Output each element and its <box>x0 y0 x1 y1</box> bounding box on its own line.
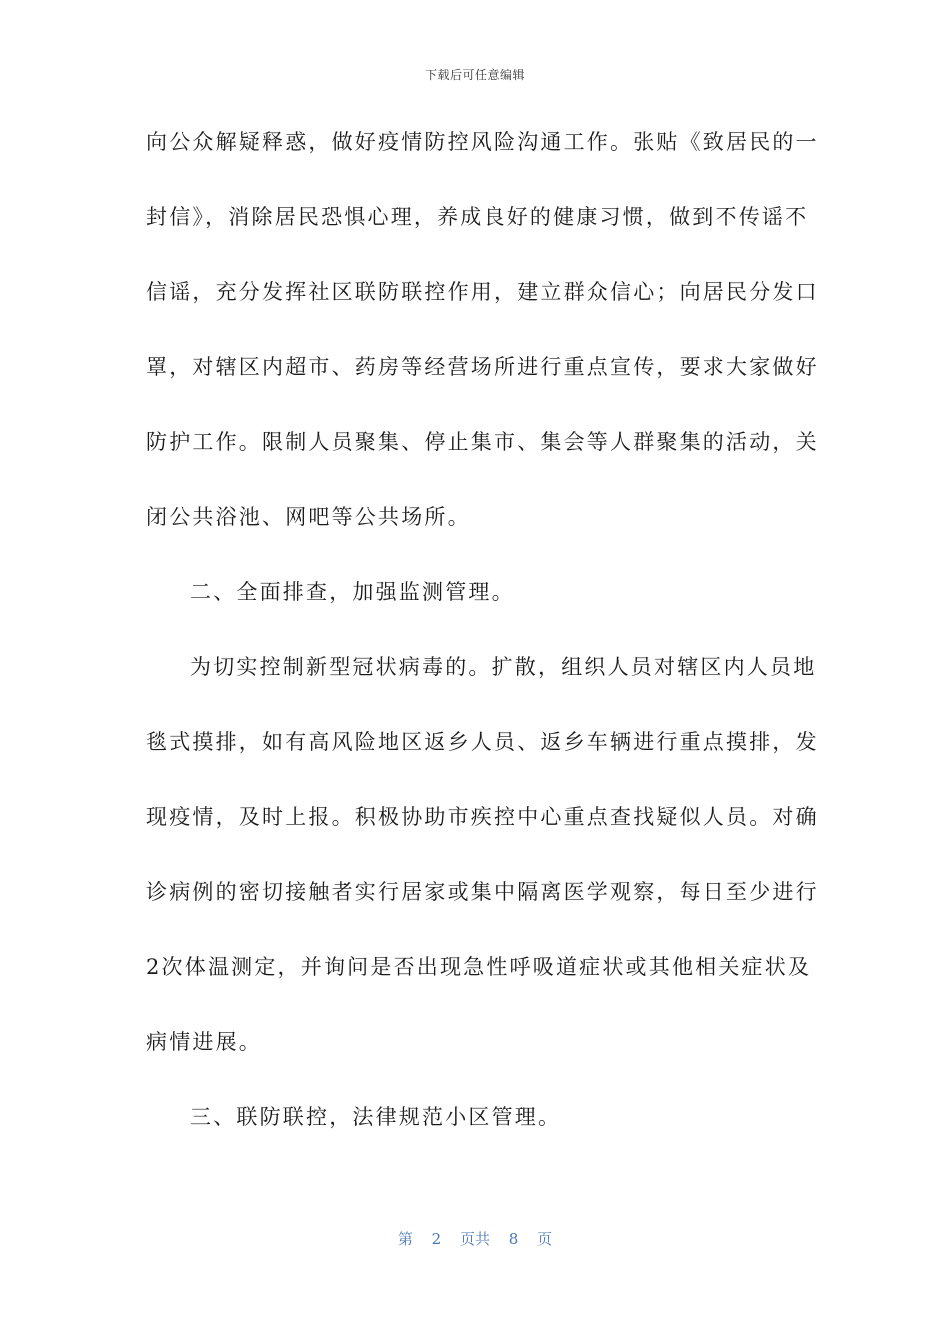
paragraph-line: 病情进展。 <box>146 1030 262 1054</box>
paragraph-line: 2次体温测定，并询问是否出现急性呼吸道症状或其他相关症状及 <box>146 955 812 979</box>
paragraph-line: 向公众解疑释惑，做好疫情防控风险沟通工作。张贴《致居民的一 <box>146 130 819 154</box>
paragraph-line: 为切实控制新型冠状病毒的。扩散，组织人员对辖区内人员地 <box>190 655 817 679</box>
paragraph-line: 罩，对辖区内超市、药房等经营场所进行重点宣传，要求大家做好 <box>146 355 819 379</box>
paragraph-line: 闭公共浴池、网吧等公共场所。 <box>146 505 471 529</box>
page-header: 下载后可任意编辑 <box>424 68 525 82</box>
paragraph-line: 信谣，充分发挥社区联防联控作用，建立群众信心；向居民分发口 <box>146 280 819 304</box>
paragraph-line: 防护工作。限制人员聚集、停止集市、集会等人群聚集的活动，关 <box>146 430 819 454</box>
section-heading: 三、联防联控，法律规范小区管理。 <box>190 1105 562 1129</box>
paragraph-line: 现疫情，及时上报。积极协助市疾控中心重点查找疑似人员。对确 <box>146 805 819 829</box>
document-body <box>146 120 819 1170</box>
section-heading: 二、全面排查，加强监测管理。 <box>190 580 515 604</box>
paragraph-line: 诊病例的密切接触者实行居家或集中隔离医学观察，每日至少进行 <box>146 880 819 904</box>
paragraph-line: 封信》，消除居民恐惧心理，养成良好的健康习惯，做到不传谣不 <box>146 205 809 229</box>
page-number: 第 2 页共 8 页 <box>397 1230 553 1248</box>
paragraph-line: 毯式摸排，如有高风险地区返乡人员、返乡车辆进行重点摸排，发 <box>146 730 819 754</box>
